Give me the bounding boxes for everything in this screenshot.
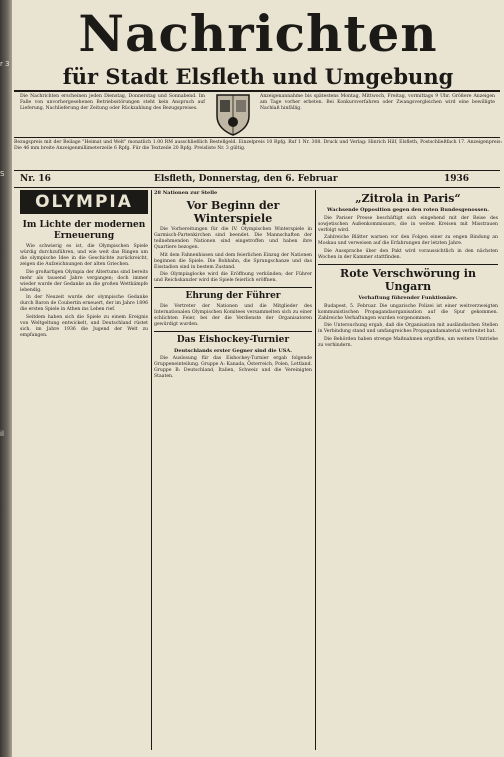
paragraph: Wie schwierig es ist, die Olympischen Spiele würdig durchzuführen, und wie weit das Ringen um die olympische Idee in die Geschichte zurückreicht, zeigen die Aufzeichnungen der alten Griechen. [20,244,148,267]
subsection-headline: Das Eishockey-Turnier [176,334,290,345]
article-headline: Rote Verschwörung in Ungarn [340,267,476,294]
article-kicker: 28 Nationen zur Stelle [154,190,218,196]
publication-info: Die Nachrichten erscheinen jeden Dienstag, Donnerstag und Sonnabend. Im Falle von unvorhergesehenen Betriebsstörungen steht kein Anspruch auf Lieferung, Nachlieferung der Zeitung oder Rückzahlung des Bezugspreises. [20,94,205,111]
issue-number: Nr. 16 [20,174,51,184]
paragraph: Die Untersuchung ergab, daß die Organisation mit ausländischen Stellen in Verbindung stand und umfangreiches Propagandamaterial verbreitet hat. [318,323,498,335]
paragraph: Die Olympiaglocke wird die Eröffnung verkünden; der Führer und Reichskanzler wird die Spiele feierlich eröffnen. [154,272,312,283]
divider [14,170,500,171]
divider [14,137,500,138]
masthead-title: Nachrichten [78,4,438,63]
divider [318,264,498,265]
divider [14,187,500,188]
paragraph: Mit dem Fahnenhissen und dem feierlichen Einzug der Nationen beginnen die Spiele. Die Bobbahn, die Sprungschanze und das Eisstadion sind in bestem Zustand. [154,252,312,270]
gutter-text: r 3 [0,60,10,68]
subsection-headline: Ehrung der Führer [185,290,281,301]
paragraph: Die Vertreter der Nationen und die Mitglieder des Internationalen Olympischen Komitees versammelten sich zu einer schlichten Feier, bei der die Verdienste der Organisatoren gewürdigt wurden. [154,303,312,327]
paragraph: Die großartigen Olympia der Altertums sind bereits mehr als tausend Jahre vergangen; doch immer wieder wurde der Gedanke an die großen Wettkämpfe lebendig. [20,269,148,293]
paragraph: Die Behörden haben strenge Maßnahmen ergriffen, um weitere Umtriebe zu verhindern. [318,336,498,348]
article-body [154,227,312,284]
article-headline: Im Lichte der modernen Erneuerung [22,220,146,241]
column-rule [151,190,152,750]
divider [154,287,312,288]
advertising-info: Anzeigenannahme bis spätestens Montag, Mittwoch, Freitag, vormittags 9 Uhr. Größere Anzeigen am Tage vorher erbeten. Bei Konkursverfahren oder Zwangsvergleichen wird eine bewilligte Nachlaß hinfällig. [260,94,495,111]
article-olympia [20,218,148,750]
masthead-subtitle: für Stadt Elsfleth und Umgebung [62,64,454,89]
divider [154,331,312,332]
article-body [318,304,498,349]
subsection-body [154,304,312,328]
subsection-deck: Deutschlands erster Gegner sind die USA. [174,347,292,354]
page-binding [0,0,12,757]
issue-year: 1936 [444,174,470,184]
subsection-body [154,356,312,380]
article-headline: „Zitrola in Paris“ [355,192,461,205]
dateline [14,172,502,186]
paragraph: Die Auslosung für das Eishockey-Turnier ergab folgende Gruppeneinteilung. Gruppe A: Kanada, Österreich, Polen, Lettland. Gruppe B: Deutschland, Italien, Schweiz und die Vereinigten Staaten. [154,356,312,380]
gutter-text: S [0,170,5,178]
paragraph: Seitdem haben sich die Spiele zu einem Ereignis von Weltgeltung entwickelt, und Deutschland rüstet sich, im Jahre 1936 die Jugend der Welt zu empfangen. [20,314,148,338]
paragraph: Budapest, 5. Februar. Die ungarische Polizei ist einer weitverzweigten kommunistischen Propagandaorganisation auf die Spur gekommen. Zahlreiche Verhaftungen wurden vorgenommen. [318,303,498,321]
paragraph: Die Pariser Presse beschäftigt sich eingehend mit der Reise des sowjetischen Außenkommissars, die in weiten Kreisen mit Misstrauen verfolgt wird. [318,215,498,233]
paragraph: Die Aussprache über den Pakt wird voraussichtlich in den nächsten Wochen in der Kammer stattfinden. [318,248,498,260]
article-deck: Wachsende Opposition gegen den roten Bundesgenossen. [327,207,489,213]
article-deck: Verhaftung führender Funktionäre. [358,295,458,302]
imprint: Bezugspreis mit der Beilage "Heimat und Welt" monatlich 1.00 RM ausschließlich Bestellgeld. Einzelpreis 10 Rpfg. Ruf 1 Nr. 308. Druck und Verlag: Hinrich Hilf, Elsfleth, Postschließfach 17. Anzeigenpreis: Die 46 mm breite Anzeigenmillimeterzeile 6 Rpfg. Für die Textzeile 20 Rpfg. Preisliste Nr. 3 gültig. [14,140,502,151]
paragraph: Die Vorbereitungen für die IV. Olympischen Winterspiele in Garmisch-Partenkirchen sind beendet. Die Mannschaften der teilnehmenden Nationen sind eingetroffen und haben ihre Quartiere bezogen. [154,227,312,250]
olympia-banner: OLYMPIA [20,190,148,214]
gutter-text: il [0,430,4,438]
column-rule [315,190,316,750]
coat-of-arms-icon [214,92,252,136]
article-headline: Vor Beginn der Winterspiele [186,199,280,225]
article-body [20,244,148,339]
paragraph: In der Neuzeit wurde der olympische Gedanke durch Baron de Coubertin erneuert, der im Jahre 1896 die ersten Spiele in Athen ins Leben rief. [20,295,148,312]
article-body [318,216,498,261]
article-column-politics [318,190,498,750]
paragraph: Zahlreiche Blätter warnen vor den Folgen einer zu engen Bindung an Moskau und verweisen auf die Erfahrungen der letzten Jahre. [318,235,498,246]
divider [14,90,500,92]
article-winterspiele [154,190,312,750]
issue-date: Elsfleth, Donnerstag, den 6. Februar [154,174,338,184]
